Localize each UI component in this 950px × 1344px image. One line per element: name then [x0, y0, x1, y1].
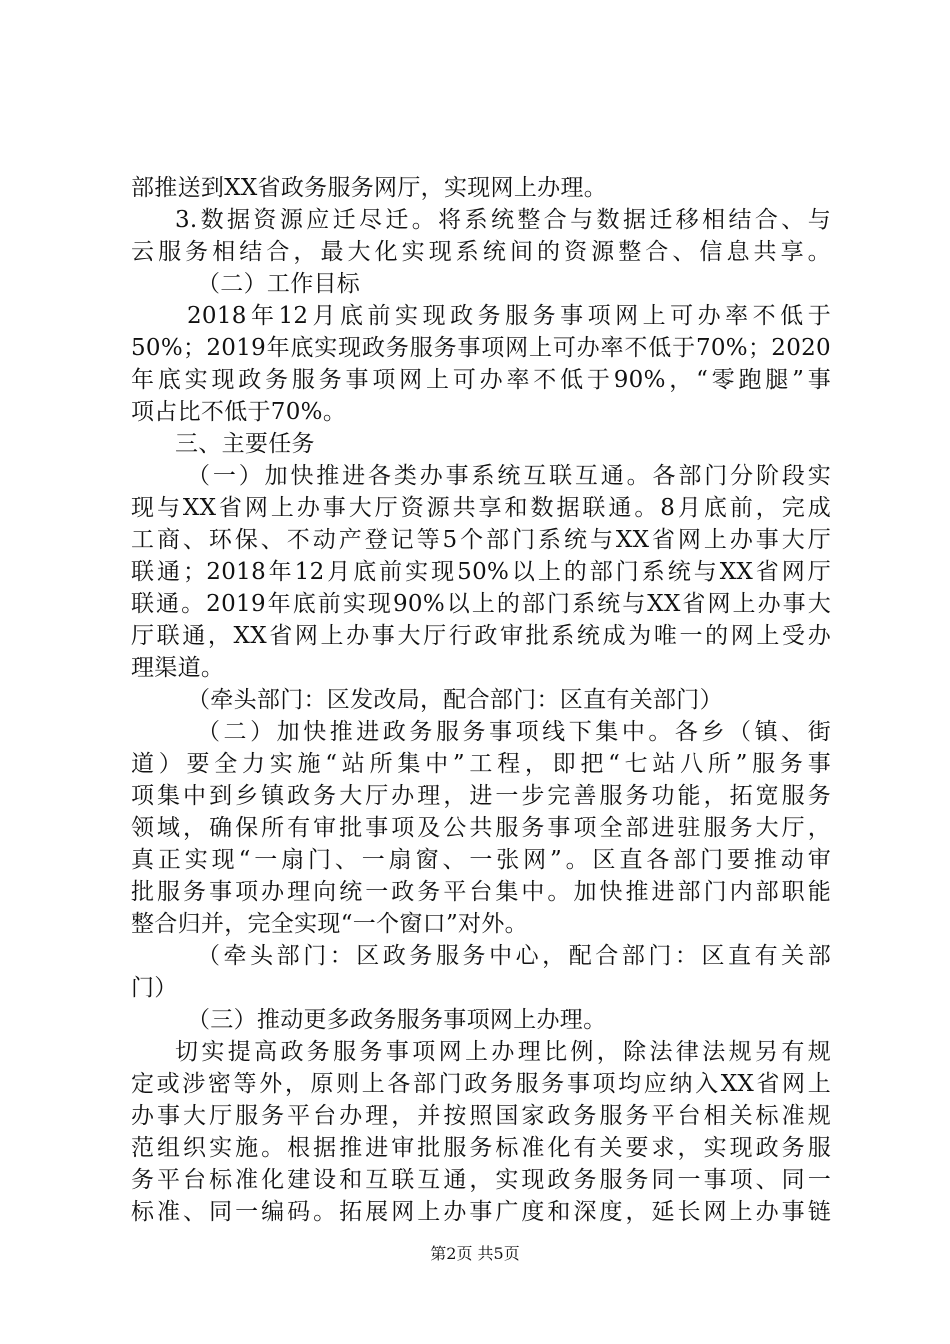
text-line: （一）加快推进各类办事系统互联互通。各部门分阶段实 [187, 463, 831, 489]
text-line: 理渠道。 [131, 655, 225, 681]
text-line: 批服务事项办理向统一政务平台集中。加快推进部门内部职能 [131, 879, 831, 905]
text-line: 门） [131, 975, 178, 1001]
section-heading: （三）推动更多政务服务事项网上办理。 [187, 1007, 607, 1033]
text-line: 部推送到XX省政务服务网厅，实现网上办理。 [131, 175, 608, 201]
text-line: 3.数据资源应迁尽迁。将系统整合与数据迁移相结合、与 [175, 207, 831, 233]
text-line: 50%；2019年底实现政务服务事项网上可办率不低于70%；2020 [131, 335, 831, 361]
text-line: 标准、同一编码。拓展网上办事广度和深度，延长网上办事链 [131, 1199, 831, 1225]
text-line: 工商、环保、不动产登记等5个部门系统与XX省网上办事大厅 [131, 527, 831, 553]
text-line: 联通。2019年底前实现90%以上的部门系统与XX省网上办事大 [131, 591, 831, 617]
text-line: 整合归并，完全实现“一个窗口”对外。 [131, 911, 528, 937]
responsible-department-note: （牵头部门：区政务服务中心，配合部门：区直有关部 [197, 943, 831, 969]
text-line: 年底实现政务服务事项网上可办率不低于90%，“零跑腿”事 [131, 367, 831, 393]
text-line: 2018年12月底前实现政务服务事项网上可办率不低于 [187, 303, 831, 329]
section-heading: （二）工作目标 [197, 271, 361, 297]
text-line: 办事大厅服务平台办理，并按照国家政务服务平台相关标准规 [131, 1103, 831, 1129]
text-line: 务平台标准化建设和互联互通，实现政务服务同一事项、同一 [131, 1167, 831, 1193]
text-line: 项占比不低于70%。 [131, 399, 347, 425]
text-line: 范组织实施。根据推进审批服务标准化有关要求，实现政务服 [131, 1135, 831, 1161]
text-line: 项集中到乡镇政务大厅办理，进一步完善服务功能，拓宽服务 [131, 783, 831, 809]
page-number: 第2页 [430, 1244, 473, 1263]
document-body [131, 172, 831, 1228]
text-line: 云服务相结合，最大化实现系统间的资源整合、信息共享。 [131, 239, 831, 265]
section-heading: 三、主要任务 [175, 431, 315, 457]
text-line: 现与XX省网上办事大厅资源共享和数据联通。8月底前，完成 [131, 495, 831, 521]
page-footer [0, 1244, 950, 1264]
text-line: 定或涉密等外，原则上各部门政务服务事项均应纳入XX省网上 [131, 1071, 831, 1097]
text-line: 切实提高政务服务事项网上办理比例，除法律法规另有规 [175, 1039, 831, 1065]
text-line: 厅联通，XX省网上办事大厅行政审批系统成为唯一的网上受办 [131, 623, 831, 649]
text-line: （二）加快推进政务服务事项线下集中。各乡（镇、街 [197, 719, 831, 745]
text-line: 道）要全力实施“站所集中”工程，即把“七站八所”服务事 [131, 751, 831, 777]
text-line: 联通；2018年12月底前实现50%以上的部门系统与XX省网厅 [131, 559, 831, 585]
responsible-department-note: （牵头部门：区发改局，配合部门：区直有关部门） [187, 687, 723, 713]
text-line: 真正实现“一扇门、一扇窗、一张网”。区直各部门要推动审 [131, 847, 831, 873]
text-line: 领域，确保所有审批事项及公共服务事项全部进驻服务大厅， [131, 815, 831, 841]
page-total: 共5页 [477, 1244, 520, 1263]
